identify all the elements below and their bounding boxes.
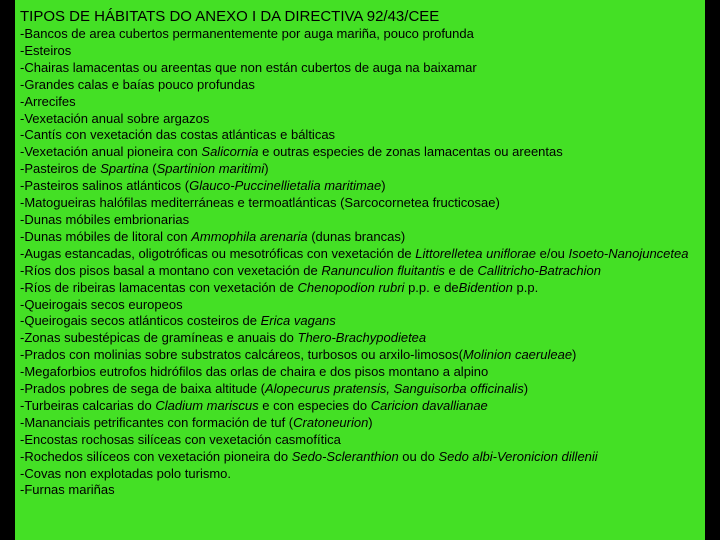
species-name: Littorelletea uniflorae [415,245,536,261]
slide-title: TIPOS DE HÁBITATS DO ANEXO I DA DIRECTIVA 92/43/CEE [20,8,440,25]
item-text: -Vexetación anual sobre argazos [20,110,210,126]
item-text: p.p. [512,279,539,295]
item-text: p.p. e de [404,279,459,295]
item-text: -Bancos de area cubertos permanentemente por auga mariña, pouco profunda [20,26,474,41]
item-text: -Queirogais secos europeos [20,296,183,312]
habitat-item [20,449,701,466]
species-name: Erica vagans [260,313,336,329]
item-text: e de [444,262,478,278]
species-name: Salicornia [201,144,259,160]
habitat-item [20,313,701,330]
item-text: e outras especies de zonas lamacentas ou areentas [258,144,563,160]
item-text: -Arrecifes [20,93,76,109]
item-text: -Encostas rochosas silíceas con vexetación casmofítica [20,431,341,447]
item-text: -Cantís con vexetación das costas atlánticas e bálticas [20,127,336,143]
habitat-item [20,415,701,432]
species-name: Chenopodion rubri [297,279,405,295]
item-text: -Pasteiros de [20,161,101,177]
item-text: -Vexetación anual pioneira con [20,144,202,160]
habitat-item [20,26,701,43]
item-text: -Ríos dos pisos basal a montano con vexetación de [20,262,322,278]
habitat-item [20,94,701,111]
habitat-list [20,26,701,499]
species-name: Caricion davallianae [370,397,488,413]
species-name: Ranunculion fluitantis [321,262,445,278]
habitat-item [20,432,701,449]
habitat-item [20,178,701,195]
habitat-item [20,212,701,229]
item-text: ) [368,414,373,430]
item-text: -Prados con molinias sobre substratos calcáreos, turbosos ou arxilo-limosos( [20,347,463,363]
habitat-item [20,330,701,347]
item-text: -Rochedos silíceos con vexetación pioneira do [20,448,292,464]
item-text: -Augas estancadas, oligotróficas ou mesotróficas con vexetación de [20,245,416,261]
species-name: Sedo-Scleranthion [291,448,399,464]
item-text: -Mananciais petrificantes con formación de tuf ( [20,414,294,430]
species-name: Molinion caeruleae [462,347,573,363]
habitat-item [20,280,701,297]
species-name: Bidention [458,279,513,295]
habitat-item [20,364,701,381]
item-text: -Dunas móbiles embrionarias [20,211,190,227]
habitat-item [20,466,701,483]
habitat-item [20,127,701,144]
habitat-item [20,229,701,246]
slide-panel [15,0,705,540]
item-text: -Matogueiras halófilas mediterráneas e termoatlánticas (Sarcocornetea fructicosae) [20,195,500,211]
item-text: -Zonas subestépicas de gramíneas e anuais do [20,330,298,346]
species-name: Thero-Brachypodietea [297,330,427,346]
item-text: -Prados pobres de sega de baixa altitude ( [20,381,265,397]
item-text: ) [572,347,577,363]
item-text: -Megaforbios eutrofos hidrófilos das orlas de chaira e dos pisos montano a alpino [20,364,489,380]
item-text: ( [148,161,157,177]
species-name: Cratoneurion [293,414,369,430]
species-name: Spartinion maritimi [156,161,265,177]
habitat-item [20,161,701,178]
item-text: -Dunas móbiles de litoral con [20,228,192,244]
item-text: ou do [398,448,439,464]
item-text: ) [264,161,269,177]
item-text: -Esteiros [20,42,72,58]
species-name: Callitricho-Batrachion [477,262,602,278]
species-name: Alopecurus pratensis, Sanguisorba officinalis [265,381,524,397]
item-text: -Turbeiras calcarias do [20,397,156,413]
habitat-item [20,347,701,364]
species-name: Spartina [100,161,149,177]
habitat-item [20,263,701,280]
habitat-item [20,246,701,263]
item-text: -Chairas lamacentas ou areentas que non están cubertos de auga na baixamar [20,59,477,75]
habitat-item [20,111,701,128]
habitat-item [20,381,701,398]
item-text: e/ou [535,245,569,261]
habitat-item [20,398,701,415]
species-name: Isoeto-Nanojuncetea [568,245,689,261]
item-text: -Pasteiros salinos atlánticos ( [20,178,190,194]
item-text: ) [381,178,386,194]
item-text: -Queirogais secos atlánticos costeiros de [20,313,261,329]
item-text: -Furnas mariñas [20,482,115,498]
item-text: ) [523,381,529,397]
item-text: -Ríos de ribeiras lamacentas con vexetación de [20,279,298,295]
item-text: e con especies do [258,397,371,413]
item-text: -Grandes calas e baías pouco profundas [20,76,255,92]
item-text: (dunas brancas) [307,228,406,244]
habitat-item [20,195,701,212]
species-name: Glauco-Puccinellietalia maritimae [189,178,382,194]
species-name: Sedo albi-Veronicion dillenii [438,448,598,464]
habitat-item [20,77,701,94]
habitat-item [20,43,701,60]
habitat-item [20,297,701,314]
habitat-item [20,60,701,77]
species-name: Cladium mariscus [155,397,259,413]
item-text: -Covas non explotadas polo turismo. [20,465,232,481]
habitat-item [20,144,701,161]
species-name: Ammophila arenaria [191,228,308,244]
habitat-item [20,482,701,499]
